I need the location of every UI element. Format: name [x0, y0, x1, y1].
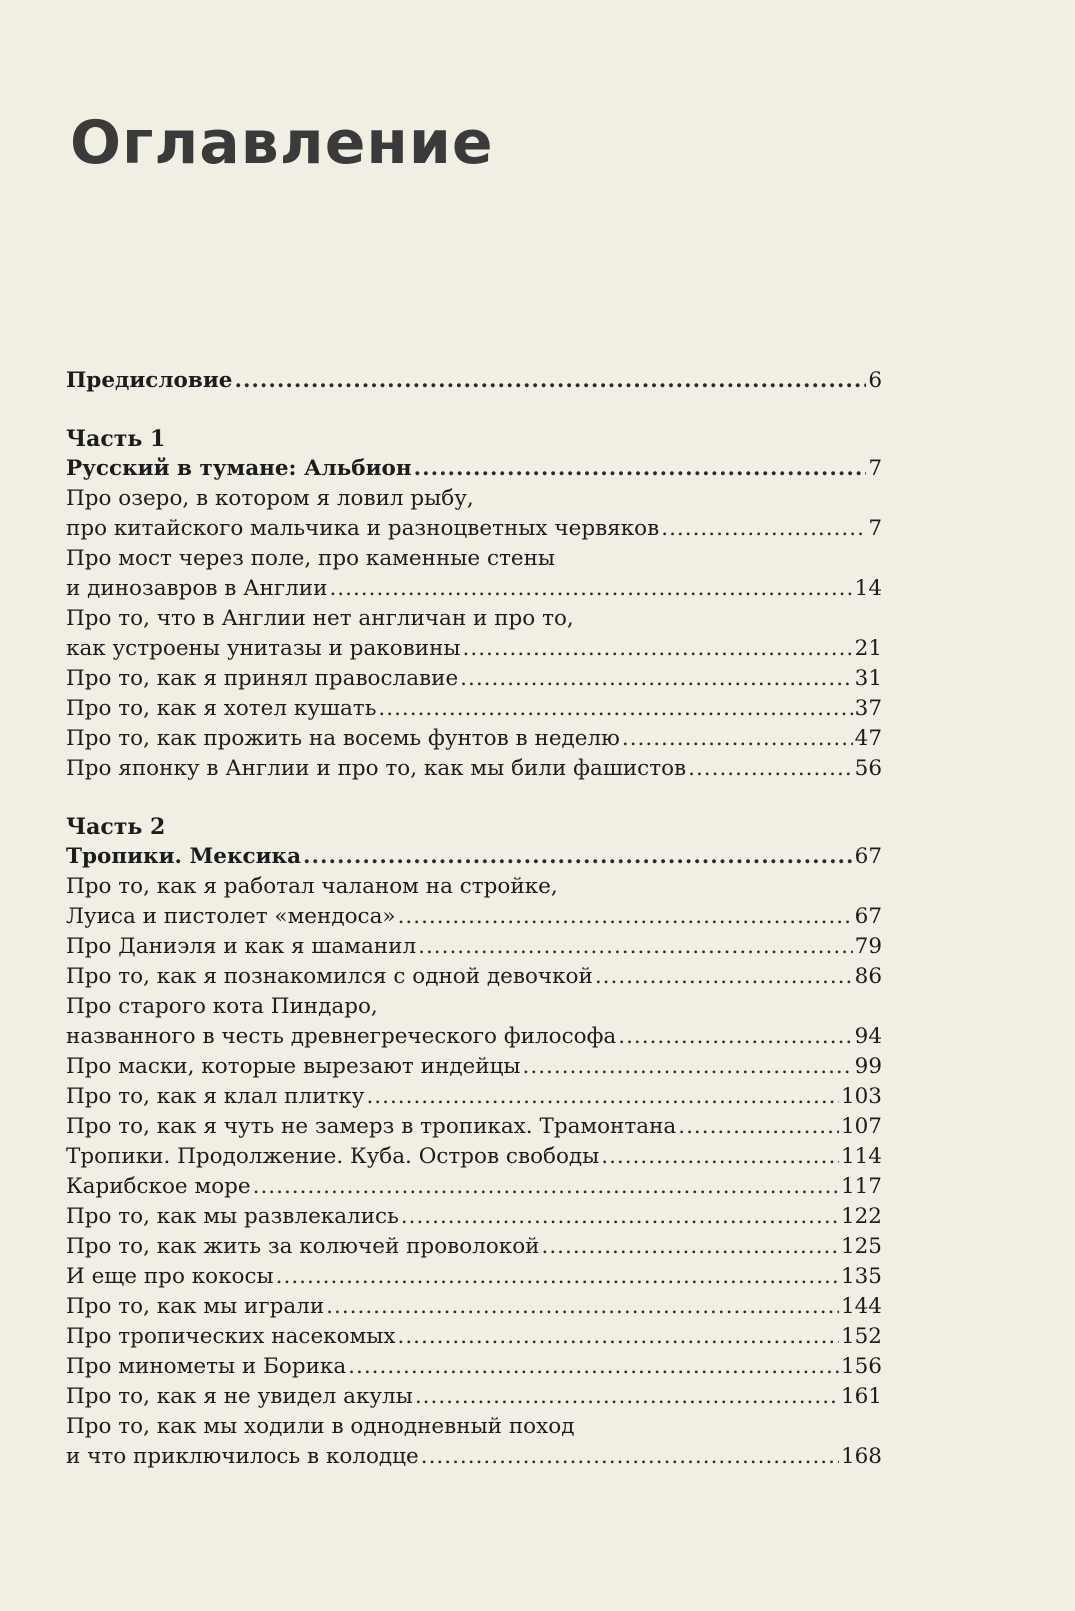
- toc-entry-line[interactable]: [66, 1142, 882, 1172]
- toc-entry-line[interactable]: [66, 514, 882, 544]
- toc-entry-title: Про то, как я принял православие: [66, 666, 459, 691]
- leader-dots: [601, 1142, 839, 1172]
- toc-page-number: 103: [840, 1084, 882, 1109]
- toc-entry-line[interactable]: [66, 724, 882, 754]
- toc-entry-title: Про японку в Англии и про то, как мы били фашистов: [66, 756, 687, 781]
- toc-entry-title: Про маски, которые вырезают индейцы: [66, 1054, 521, 1079]
- toc-page-number: 144: [840, 1294, 882, 1319]
- toc-entry-title: Про то, что в Англии нет англичан и про то,: [66, 606, 574, 631]
- toc-page-number: 156: [840, 1354, 882, 1379]
- toc-page-number: 152: [840, 1324, 882, 1349]
- toc-entry-line[interactable]: [66, 664, 882, 694]
- leader-dots: [688, 754, 853, 784]
- toc-entry-title: Предисловие: [66, 368, 233, 393]
- leader-dots: [414, 454, 867, 484]
- toc-page-number: 7: [868, 456, 882, 481]
- leader-dots: [622, 724, 853, 754]
- toc-entry-title: Про минометы и Борика: [66, 1354, 347, 1379]
- toc-entry-title: Про то, как жить за колючей проволокой: [66, 1234, 540, 1259]
- toc-page-number: 67: [854, 904, 882, 929]
- toc-page-number: 21: [854, 636, 882, 661]
- toc-entry-line[interactable]: [66, 1052, 882, 1082]
- toc-entry-line[interactable]: [66, 1442, 882, 1472]
- page-title: Оглавление: [70, 108, 494, 178]
- toc-preface[interactable]: [66, 366, 882, 396]
- toc-page-number: 114: [840, 1144, 882, 1169]
- leader-dots: [463, 634, 853, 664]
- toc-entry-line[interactable]: [66, 754, 882, 784]
- toc-page-number: 135: [840, 1264, 882, 1289]
- toc-entry-title: Про то, как я не увидел акулы: [66, 1384, 413, 1409]
- toc-page-number: 37: [854, 696, 882, 721]
- leader-dots: [276, 1262, 839, 1292]
- toc-entry-title: Про озеро, в котором я ловил рыбу,: [66, 486, 474, 511]
- toc-entry-title: и что приключилось в колодце: [66, 1444, 419, 1469]
- toc-entry-title: как устроены унитазы и раковины: [66, 636, 461, 661]
- leader-dots: [460, 664, 852, 694]
- toc-entry-title: Про тропических насекомых: [66, 1324, 396, 1349]
- leader-dots: [421, 1442, 839, 1472]
- toc-page-number: 86: [854, 964, 882, 989]
- toc-entry-line[interactable]: [66, 1202, 882, 1232]
- toc-entry-line[interactable]: [66, 1022, 882, 1052]
- toc-entry-line[interactable]: [66, 1322, 882, 1352]
- toc-entry-line[interactable]: [66, 1112, 882, 1142]
- toc-entry-line[interactable]: [66, 574, 882, 604]
- toc-entry-line[interactable]: [66, 544, 882, 574]
- table-of-contents: [66, 366, 882, 1472]
- toc-entry-title: И еще про кокосы: [66, 1264, 274, 1289]
- toc-entry-title: Про то, как прожить на восемь фунтов в неделю: [66, 726, 620, 751]
- toc-entry-title: Про то, как я клал плитку: [66, 1084, 365, 1109]
- toc-page-number: 117: [840, 1174, 882, 1199]
- leader-dots: [523, 1052, 853, 1082]
- toc-entry-title: про китайского мальчика и разноцветных червяков: [66, 516, 660, 541]
- leader-dots: [595, 962, 853, 992]
- toc-entry-title: Про старого кота Пиндаро,: [66, 994, 378, 1019]
- toc-entry-title: Про то, как мы ходили в однодневный поход: [66, 1414, 575, 1439]
- leader-dots: [542, 1232, 839, 1262]
- toc-entry-line[interactable]: [66, 1412, 882, 1442]
- toc-entry-line[interactable]: [66, 484, 882, 514]
- toc-section-2[interactable]: [66, 842, 882, 872]
- leader-dots: [398, 1322, 839, 1352]
- toc-page-number: 99: [854, 1054, 882, 1079]
- leader-dots: [618, 1022, 852, 1052]
- toc-entry-line[interactable]: [66, 1352, 882, 1382]
- toc-entry-title: Тропики. Продолжение. Куба. Остров свободы: [66, 1144, 600, 1169]
- toc-page-number: 94: [854, 1024, 882, 1049]
- toc-entry-line[interactable]: [66, 992, 882, 1022]
- toc-page-number: 122: [840, 1204, 882, 1229]
- leader-dots: [678, 1112, 839, 1142]
- leader-dots: [303, 842, 853, 872]
- toc-entry-title: названного в честь древнегреческого философа: [66, 1024, 617, 1049]
- toc-page-number: 47: [854, 726, 882, 751]
- toc-entry-title: Про то, как мы играли: [66, 1294, 325, 1319]
- toc-entry-line[interactable]: [66, 962, 882, 992]
- part-2-label: Часть 2: [66, 814, 166, 840]
- leader-dots: [326, 1292, 839, 1322]
- leader-dots: [415, 1382, 839, 1412]
- toc-entry-line[interactable]: [66, 694, 882, 724]
- leader-dots: [398, 902, 853, 932]
- toc-page-number: 31: [854, 666, 882, 691]
- toc-page-number: 67: [854, 844, 882, 869]
- leader-dots: [329, 574, 852, 604]
- toc-page-number: 79: [854, 934, 882, 959]
- toc-page-number: 125: [840, 1234, 882, 1259]
- toc-page-number: 168: [840, 1444, 882, 1469]
- toc-entry-title: Про то, как я чуть не замерз в тропиках. Трамонтана: [66, 1114, 677, 1139]
- toc-entry-title: Про то, как я познакомился с одной девочкой: [66, 964, 593, 989]
- toc-page-number: 56: [854, 756, 882, 781]
- toc-entry-line[interactable]: [66, 872, 882, 902]
- toc-entry-line[interactable]: [66, 932, 882, 962]
- part-2-entries: [66, 872, 882, 1472]
- part-1-entries: [66, 484, 882, 784]
- leader-dots: [234, 366, 866, 396]
- toc-entry-line[interactable]: [66, 604, 882, 634]
- toc-entry-title: Про мост через поле, про каменные стены: [66, 546, 556, 571]
- toc-page-number: 14: [854, 576, 882, 601]
- toc-entry-line[interactable]: [66, 1172, 882, 1202]
- toc-entry-line[interactable]: [66, 1382, 882, 1412]
- toc-entry-line[interactable]: [66, 1262, 882, 1292]
- leader-dots: [378, 694, 852, 724]
- toc-entry-title: Про то, как я работал чаланом на стройке,: [66, 874, 558, 899]
- toc-entry-title: Карибское море: [66, 1174, 251, 1199]
- toc-page-number: 7: [868, 516, 882, 541]
- toc-entry-line[interactable]: [66, 1292, 882, 1322]
- toc-entry-title: Русский в тумане: Альбион: [66, 456, 412, 481]
- toc-entry-line[interactable]: [66, 1082, 882, 1112]
- leader-dots: [401, 1202, 839, 1232]
- leader-dots: [253, 1172, 839, 1202]
- toc-entry-title: Тропики. Мексика: [66, 844, 301, 869]
- toc-section-1[interactable]: [66, 454, 882, 484]
- toc-entry-title: Про то, как я хотел кушать: [66, 696, 377, 721]
- toc-entry-line[interactable]: [66, 902, 882, 932]
- leader-dots: [348, 1352, 839, 1382]
- part-1-label: Часть 1: [66, 426, 166, 452]
- toc-page-number: 161: [840, 1384, 882, 1409]
- toc-page-number: 6: [868, 368, 882, 393]
- leader-dots: [418, 932, 853, 962]
- toc-entry-title: Про Даниэля и как я шаманил: [66, 934, 417, 959]
- toc-entry-title: и динозавров в Англии: [66, 576, 328, 601]
- leader-dots: [661, 514, 866, 544]
- toc-entry-title: Луиса и пистолет «мендоса»: [66, 904, 396, 929]
- toc-page-number: 107: [840, 1114, 882, 1139]
- toc-entry-line[interactable]: [66, 634, 882, 664]
- toc-entry-line[interactable]: [66, 1232, 882, 1262]
- leader-dots: [366, 1082, 839, 1112]
- toc-entry-title: Про то, как мы развлекались: [66, 1204, 399, 1229]
